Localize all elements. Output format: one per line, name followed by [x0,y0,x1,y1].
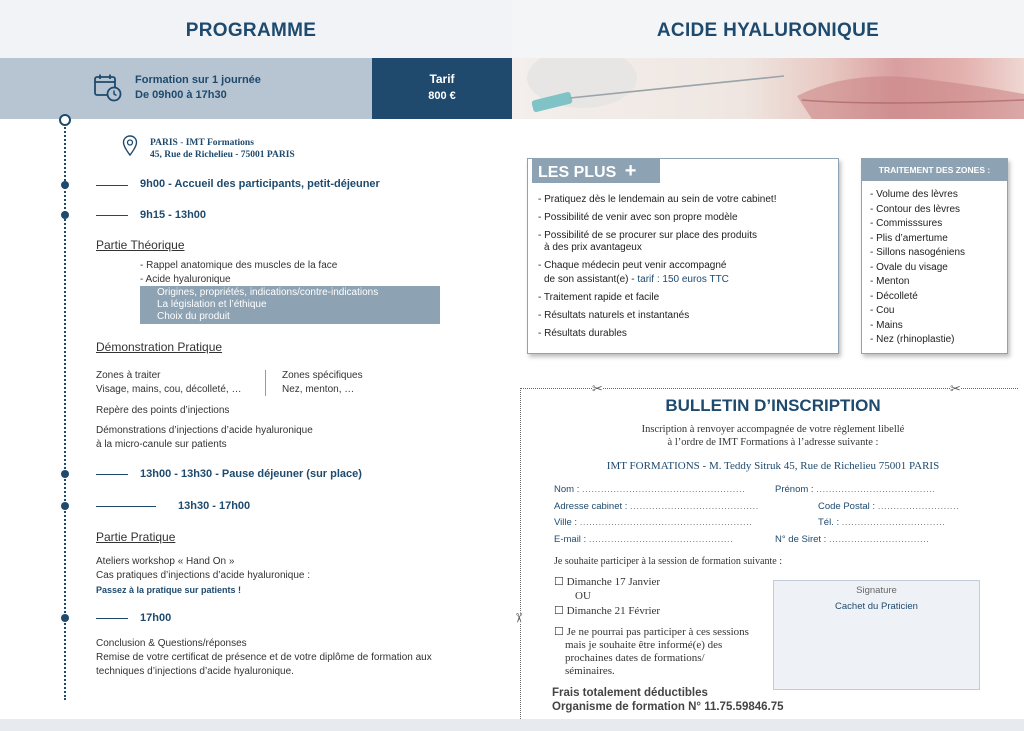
timeline-dash [96,618,128,619]
pratique-title: Partie Pratique [96,530,176,544]
ville-label: Ville : [554,517,578,528]
formation-band [0,58,372,119]
theorique-item: - Acide hyaluronique [140,274,231,285]
siret-label: N° de Siret : [775,534,827,545]
zone-item: - Commisssures [870,218,943,229]
bulletin-intro-line: à l’ordre de IMT Formations à l’adresse suivante : [667,437,879,448]
plus-icon: + [624,160,637,182]
highlight-item: Choix du produit [157,311,230,322]
pratique-line: Ateliers workshop « Hand On » [96,556,235,567]
plus-item: - Chaque médecin peut venir accompagné [538,260,727,271]
schedule-welcome: 9h00 - Accueil des participants, petit-déjeuner [140,178,380,190]
programme-title: PROGRAMME [185,20,317,41]
calendar-clock-icon [93,73,123,103]
schedule-morning: 9h15 - 13h00 [140,209,207,221]
scissors-icon: ✂ [511,612,527,624]
zone-item: - Plis d’amertume [870,232,948,244]
tarif-box [372,58,512,119]
session-prompt: Je souhaite participer à la session de formation suivante : [554,556,782,567]
plus-item: - Résultats naturels et instantanés [538,310,690,321]
conclusion-line: Conclusion & Questions/réponses [96,638,247,649]
tarif-price: 800 € [428,90,456,102]
plus-item: - Possibilité de se procurer sur place des produits [538,230,757,241]
timeline-dash [96,506,156,507]
tel-label: Tél. : [818,517,840,528]
timeline-dot [61,614,69,622]
zone-item: - Nez (rhinoplastie) [870,334,955,345]
email-label: E-mail : [554,534,587,545]
theorique-item: - Rappel anatomique des muscles de la face [140,260,338,271]
les-plus-list [538,194,834,340]
demonstration-injections [96,424,313,452]
location-org: IMT Formations [185,138,254,148]
demonstration-line: à la micro-canule sur patients [96,439,227,450]
bottom-band [0,719,1024,731]
plus-item: - Résultats durables [538,328,627,339]
location-block [150,137,295,161]
les-plus-header [532,159,660,183]
email-field[interactable]: E-mail : .............................................. [554,534,734,545]
lips-injection-photo [512,58,1024,119]
theorique-list [140,259,337,287]
plus-item: - Possibilité de venir avec son propre modèle [538,212,738,223]
timeline-dot [61,502,69,510]
cachet-label: Cachet du Praticien [835,601,918,612]
session-option-fevrier[interactable]: ☐ Dimanche 21 Février [554,605,661,617]
formation-hours: De 09h00 à 17h30 [135,89,227,101]
nom-field[interactable]: Nom : .................................................... [554,484,746,495]
scissors-icon: ✂ [950,381,961,396]
zone-item: - Cou [870,305,895,316]
les-plus-title: LES PLUS [538,164,617,181]
code-postal-label: Code Postal : [818,501,876,512]
highlight-item: La législation et l’éthique [157,299,267,310]
assistant-tarif: tarif : 150 euros TTC [637,274,729,285]
bulletin-address: IMT FORMATIONS - M. Teddy Sitruk 45, Rue de Richelieu 75001 PARIS [606,460,940,472]
signature-label: Signature [856,585,897,596]
zone-item: - Sillons nasogéniens [870,247,966,258]
timeline-dash [96,474,128,475]
zones-value: Visage, mains, cou, décolleté, … [96,384,242,395]
zone-item: - Menton [870,276,910,287]
timeline-dot [61,470,69,478]
specific-zones-block [282,369,363,397]
zones-block [96,369,241,397]
formation-duration: Formation sur 1 journée [135,74,261,86]
plus-item [538,274,834,286]
highlight-item: Origines, propriétés, indications/contre-indications [157,287,379,298]
demonstration-line: Démonstrations d’injections d’acide hyaluronique [96,425,313,436]
zones-header: TRAITEMENT DES ZONES : [862,159,1007,181]
timeline-dash [96,185,128,186]
demonstration-reperes: Repère des points d’injections [96,405,230,416]
tel-field[interactable]: Tél. : ................................. [818,517,946,528]
code-postal-field[interactable]: Code Postal : .......................... [818,501,960,512]
bulletin-intro-line: Inscription à renvoyer accompagnée de votre règlement libellé [641,424,905,435]
timeline-start-marker [59,114,71,126]
location-city: PARIS [150,138,178,148]
siret-field[interactable]: N° de Siret : ................................ [775,534,930,545]
zones-box [861,158,1008,354]
footer-organisme: Organisme de formation N° 11.75.59846.75 [552,701,784,713]
schedule-end: 17h00 [140,612,172,624]
zone-item: - Décolleté [870,290,918,302]
demonstration-title: Démonstration Pratique [96,340,223,354]
timeline-dot [61,211,69,219]
pratique-line: Cas pratiques d’injections d’acide hyaluronique : [96,570,311,581]
conclusion-line: Remise de votre certificat de présence et de votre diplôme de formation aux [96,652,432,663]
timeline-line [64,120,66,700]
pratique-block [96,555,310,597]
bulletin-intro [522,423,1024,449]
specific-value: Nez, menton, … [282,384,355,395]
session-option-janvier[interactable]: ☐ Dimanche 17 Janvier [554,576,661,588]
bulletin-footer [552,686,784,714]
pratique-emphasis: Passez à la pratique sur patients ! [96,585,242,595]
session-ou: OU [575,590,591,602]
ville-field[interactable]: Ville : ....................................................... [554,517,753,528]
zone-item: - Contour des lèvres [870,203,961,215]
option-line: prochaines dates de formations/ [565,652,705,664]
adresse-field[interactable]: Adresse cabinet : ......................................... [554,501,759,512]
zones-label: Zones à traiter [96,370,161,381]
conclusion-line: techniques d’injections d’acide hyaluronique. [96,666,294,677]
timeline-dot [61,181,69,189]
location-address: 45, Rue de Richelieu - 75001 PARIS [150,150,295,160]
session-option-info[interactable] [554,626,749,678]
plus-item: - Traitement rapide et facile [538,292,660,303]
plus-item-text: de son assistant(e) - [544,274,638,285]
schedule-afternoon: 13h30 - 17h00 [178,500,251,512]
bulletin-title: BULLETIN D’INSCRIPTION [665,396,881,415]
tarif-label: Tarif [429,72,455,86]
prenom-field[interactable]: Prénom : ...................................... [775,484,936,495]
nom-label: Nom : [554,484,580,495]
acide-title: ACIDE HYALURONIQUE [656,20,880,41]
theorique-highlight [140,286,440,324]
specific-label: Zones spécifiques [282,370,363,381]
option-line: séminaires. [565,665,615,677]
scissors-icon: ✂ [592,381,603,396]
signature-box[interactable] [773,580,980,690]
schedule-lunch: 13h00 - 13h30 - Pause déjeuner (sur place) [140,468,362,480]
zones-divider [265,370,266,396]
zones-list [862,181,1007,348]
cut-line-left [520,388,521,723]
location-sep: - [177,138,186,148]
les-plus-box [527,158,839,354]
option-line: mais je souhaite être informé(e) des [565,639,723,651]
zone-item: - Ovale du visage [870,261,948,273]
adresse-label: Adresse cabinet : [554,501,628,512]
plus-item: à des prix avantageux [544,242,642,253]
theorique-title: Partie Théorique [96,238,185,252]
timeline-dash [96,215,128,216]
zone-item: - Mains [870,319,903,331]
footer-deductible: Frais totalement déductibles [552,687,708,699]
conclusion-block [96,637,432,679]
option-line: ☐ Je ne pourrai pas participer à ces sessions [554,626,749,638]
prenom-label: Prénom : [775,484,814,495]
location-pin-icon [122,135,138,157]
plus-item: - Pratiquez dès le lendemain au sein de votre cabinet! [538,194,777,205]
zone-item: - Volume des lèvres [870,189,958,200]
